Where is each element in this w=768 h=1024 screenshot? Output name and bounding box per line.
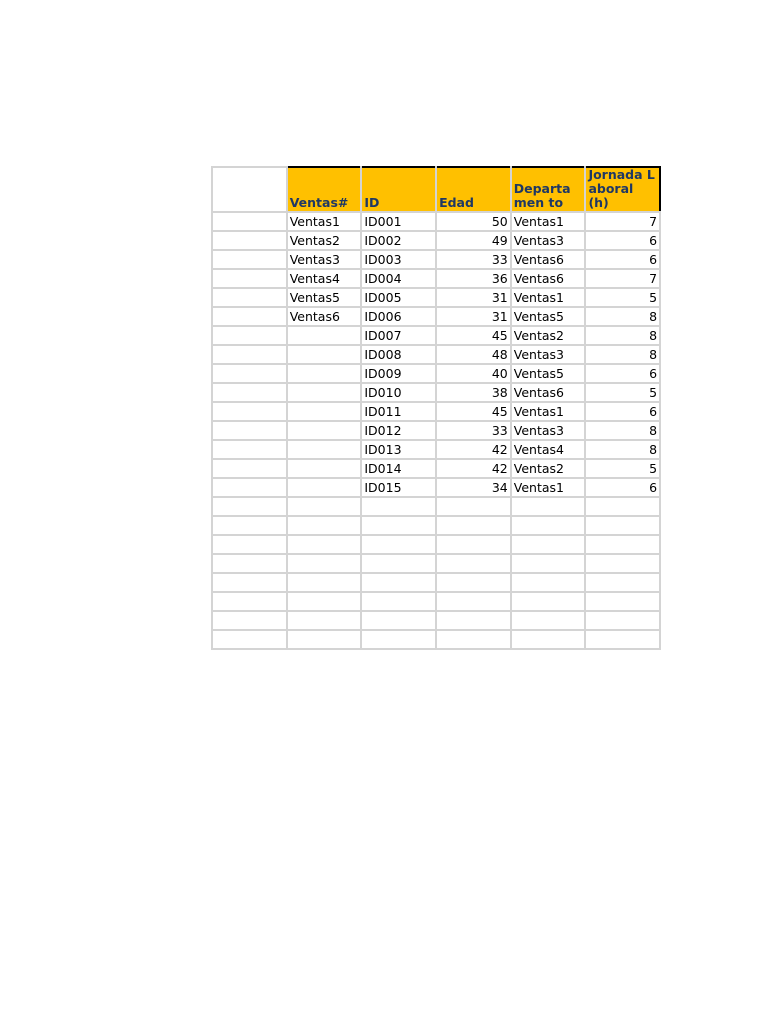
jornada-cell[interactable]: 6 (585, 364, 660, 383)
spreadsheet-table (211, 166, 661, 650)
id-cell[interactable]: ID001 (361, 212, 436, 231)
departamento-cell[interactable]: Ventas3 (511, 421, 586, 440)
ventas-cell[interactable]: Ventas5 (287, 288, 362, 307)
id-cell[interactable]: ID007 (361, 326, 436, 345)
table-row (212, 212, 660, 231)
empty-cell[interactable] (511, 573, 586, 592)
empty-cell[interactable] (212, 630, 287, 649)
ventas-cell[interactable]: Ventas1 (287, 212, 362, 231)
empty-cell[interactable] (436, 516, 511, 535)
table-row (212, 402, 660, 421)
table-row (212, 383, 660, 402)
row-blank-cell[interactable] (212, 478, 287, 497)
jornada-cell[interactable]: 8 (585, 440, 660, 459)
empty-cell[interactable] (287, 554, 362, 573)
empty-cell[interactable] (361, 516, 436, 535)
empty-cell[interactable] (511, 497, 586, 516)
empty-cell[interactable] (287, 535, 362, 554)
empty-cell[interactable] (585, 497, 660, 516)
ventas-cell[interactable] (287, 421, 362, 440)
departamento-cell[interactable]: Ventas1 (511, 402, 586, 421)
empty-cell[interactable] (361, 535, 436, 554)
jornada-cell[interactable]: 7 (585, 269, 660, 288)
jornada-cell[interactable]: 6 (585, 250, 660, 269)
empty-row (212, 516, 660, 535)
ventas-cell[interactable] (287, 402, 362, 421)
edad-cell[interactable]: 33 (436, 250, 511, 269)
table-row (212, 288, 660, 307)
empty-cell[interactable] (585, 592, 660, 611)
edad-cell[interactable]: 42 (436, 459, 511, 478)
table-row (212, 478, 660, 497)
id-cell[interactable]: ID009 (361, 364, 436, 383)
empty-cell[interactable] (361, 573, 436, 592)
table-row (212, 250, 660, 269)
jornada-cell[interactable]: 8 (585, 326, 660, 345)
departamento-cell[interactable]: Ventas6 (511, 250, 586, 269)
empty-row (212, 535, 660, 554)
jornada-cell[interactable]: 6 (585, 478, 660, 497)
departamento-cell[interactable]: Ventas5 (511, 364, 586, 383)
jornada-cell[interactable]: 8 (585, 345, 660, 364)
empty-cell[interactable] (511, 630, 586, 649)
empty-row (212, 611, 660, 630)
jornada-cell[interactable]: 5 (585, 459, 660, 478)
edad-cell[interactable]: 38 (436, 383, 511, 402)
ventas-cell[interactable]: Ventas3 (287, 250, 362, 269)
edad-cell[interactable]: 48 (436, 345, 511, 364)
empty-cell[interactable] (212, 497, 287, 516)
ventas-cell[interactable] (287, 459, 362, 478)
jornada-cell[interactable]: 7 (585, 212, 660, 231)
header-cell-corner[interactable] (212, 167, 287, 212)
id-cell[interactable]: ID004 (361, 269, 436, 288)
row-blank-cell[interactable] (212, 288, 287, 307)
jornada-cell[interactable]: 5 (585, 383, 660, 402)
id-cell[interactable]: ID013 (361, 440, 436, 459)
header-cell-edad[interactable]: Edad (436, 167, 511, 212)
empty-cell[interactable] (287, 611, 362, 630)
ventas-cell[interactable]: Ventas4 (287, 269, 362, 288)
jornada-cell[interactable]: 6 (585, 402, 660, 421)
row-blank-cell[interactable] (212, 402, 287, 421)
empty-cell[interactable] (212, 535, 287, 554)
empty-cell[interactable] (361, 554, 436, 573)
id-cell[interactable]: ID011 (361, 402, 436, 421)
empty-cell[interactable] (436, 535, 511, 554)
empty-cell[interactable] (436, 611, 511, 630)
id-cell[interactable]: ID015 (361, 478, 436, 497)
departamento-cell[interactable]: Ventas1 (511, 478, 586, 497)
empty-row (212, 630, 660, 649)
empty-cell[interactable] (436, 630, 511, 649)
empty-cell[interactable] (511, 611, 586, 630)
empty-cell[interactable] (436, 573, 511, 592)
empty-cell[interactable] (287, 497, 362, 516)
spreadsheet-body (212, 167, 660, 649)
edad-cell[interactable]: 33 (436, 421, 511, 440)
row-blank-cell[interactable] (212, 440, 287, 459)
edad-cell[interactable]: 45 (436, 326, 511, 345)
row-blank-cell[interactable] (212, 459, 287, 478)
row-blank-cell[interactable] (212, 250, 287, 269)
ventas-cell[interactable]: Ventas6 (287, 307, 362, 326)
jornada-cell[interactable]: 6 (585, 231, 660, 250)
empty-cell[interactable] (212, 573, 287, 592)
empty-cell[interactable] (585, 554, 660, 573)
empty-cell[interactable] (287, 516, 362, 535)
table-row (212, 364, 660, 383)
ventas-cell[interactable] (287, 383, 362, 402)
ventas-cell[interactable] (287, 364, 362, 383)
id-cell[interactable]: ID014 (361, 459, 436, 478)
header-cell-id[interactable]: ID (361, 167, 436, 212)
empty-cell[interactable] (585, 573, 660, 592)
jornada-cell[interactable]: 8 (585, 307, 660, 326)
edad-cell[interactable]: 34 (436, 478, 511, 497)
row-blank-cell[interactable] (212, 231, 287, 250)
ventas-cell[interactable]: Ventas2 (287, 231, 362, 250)
header-row (212, 167, 660, 212)
empty-cell[interactable] (585, 630, 660, 649)
departamento-cell[interactable]: Ventas2 (511, 459, 586, 478)
edad-cell[interactable]: 45 (436, 402, 511, 421)
empty-cell[interactable] (212, 611, 287, 630)
header-cell-departamento[interactable]: Departamen to (511, 167, 586, 212)
edad-cell[interactable]: 40 (436, 364, 511, 383)
header-cell-jornada[interactable]: Jornada Laboral (h) (585, 167, 660, 212)
empty-cell[interactable] (585, 611, 660, 630)
id-cell[interactable]: ID010 (361, 383, 436, 402)
empty-cell[interactable] (511, 516, 586, 535)
table-row (212, 269, 660, 288)
id-cell[interactable]: ID002 (361, 231, 436, 250)
jornada-cell[interactable]: 8 (585, 421, 660, 440)
header-cell-ventas[interactable]: Ventas# (287, 167, 362, 212)
edad-cell[interactable]: 49 (436, 231, 511, 250)
empty-row (212, 573, 660, 592)
row-blank-cell[interactable] (212, 345, 287, 364)
ventas-cell[interactable] (287, 326, 362, 345)
departamento-cell[interactable]: Ventas6 (511, 383, 586, 402)
ventas-cell[interactable] (287, 478, 362, 497)
row-blank-cell[interactable] (212, 212, 287, 231)
row-blank-cell[interactable] (212, 269, 287, 288)
empty-cell[interactable] (361, 497, 436, 516)
empty-row (212, 592, 660, 611)
empty-cell[interactable] (511, 592, 586, 611)
departamento-cell[interactable]: Ventas5 (511, 307, 586, 326)
empty-cell[interactable] (361, 611, 436, 630)
edad-cell[interactable]: 31 (436, 288, 511, 307)
table-row (212, 421, 660, 440)
empty-cell[interactable] (212, 516, 287, 535)
row-blank-cell[interactable] (212, 364, 287, 383)
departamento-cell[interactable]: Ventas6 (511, 269, 586, 288)
empty-cell[interactable] (212, 592, 287, 611)
edad-cell[interactable]: 36 (436, 269, 511, 288)
id-cell[interactable]: ID012 (361, 421, 436, 440)
empty-row (212, 554, 660, 573)
edad-cell[interactable]: 42 (436, 440, 511, 459)
id-cell[interactable]: ID005 (361, 288, 436, 307)
departamento-cell[interactable]: Ventas4 (511, 440, 586, 459)
empty-cell[interactable] (511, 554, 586, 573)
empty-cell[interactable] (585, 516, 660, 535)
departamento-cell[interactable]: Ventas1 (511, 288, 586, 307)
empty-cell[interactable] (436, 554, 511, 573)
empty-cell[interactable] (212, 554, 287, 573)
table-row (212, 440, 660, 459)
empty-cell[interactable] (287, 592, 362, 611)
empty-cell[interactable] (361, 630, 436, 649)
empty-row (212, 497, 660, 516)
edad-cell[interactable]: 31 (436, 307, 511, 326)
table-row (212, 231, 660, 250)
ventas-cell[interactable] (287, 345, 362, 364)
row-blank-cell[interactable] (212, 421, 287, 440)
row-blank-cell[interactable] (212, 383, 287, 402)
row-blank-cell[interactable] (212, 307, 287, 326)
empty-cell[interactable] (585, 535, 660, 554)
departamento-cell[interactable]: Ventas2 (511, 326, 586, 345)
table-row (212, 345, 660, 364)
id-cell[interactable]: ID006 (361, 307, 436, 326)
id-cell[interactable]: ID008 (361, 345, 436, 364)
departamento-cell[interactable]: Ventas3 (511, 345, 586, 364)
ventas-cell[interactable] (287, 440, 362, 459)
departamento-cell[interactable]: Ventas1 (511, 212, 586, 231)
table-row (212, 326, 660, 345)
edad-cell[interactable]: 50 (436, 212, 511, 231)
id-cell[interactable]: ID003 (361, 250, 436, 269)
table-row (212, 459, 660, 478)
empty-cell[interactable] (436, 592, 511, 611)
departamento-cell[interactable]: Ventas3 (511, 231, 586, 250)
empty-cell[interactable] (511, 535, 586, 554)
row-blank-cell[interactable] (212, 326, 287, 345)
empty-cell[interactable] (436, 497, 511, 516)
empty-cell[interactable] (287, 630, 362, 649)
empty-cell[interactable] (361, 592, 436, 611)
jornada-cell[interactable]: 5 (585, 288, 660, 307)
table-row (212, 307, 660, 326)
empty-cell[interactable] (287, 573, 362, 592)
